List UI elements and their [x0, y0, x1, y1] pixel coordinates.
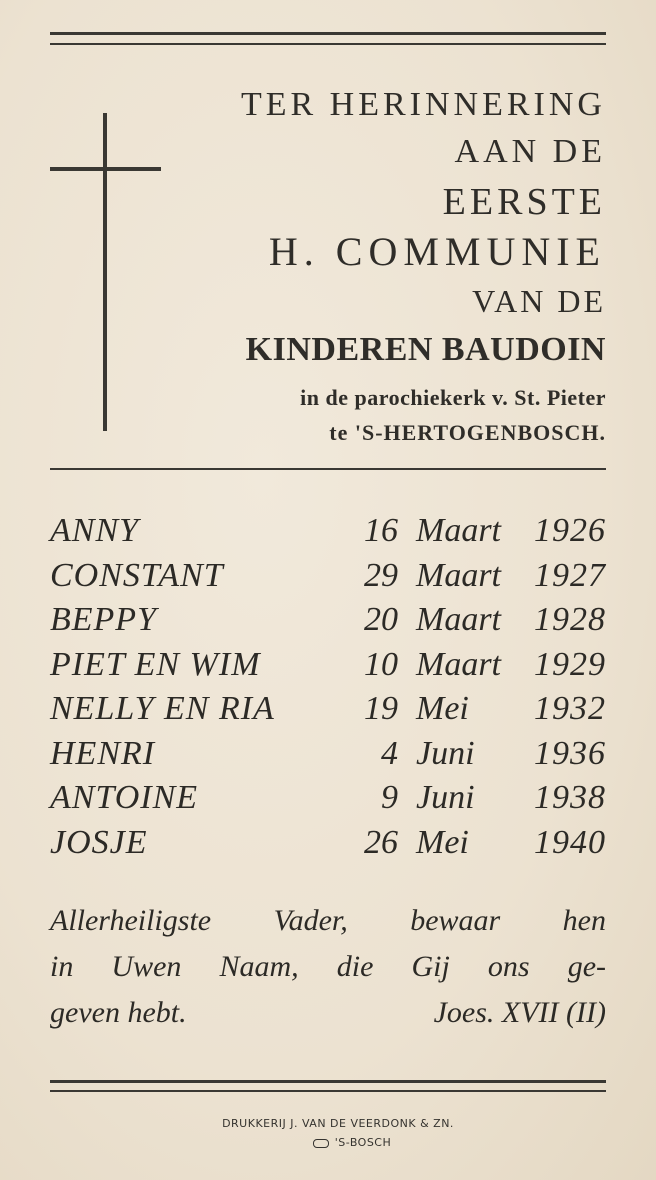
communion-day: 29 — [364, 556, 398, 594]
family-name: KINDEREN BAUDOIN — [245, 331, 606, 368]
verse-word: ge- — [567, 950, 606, 983]
child-name: ANNY — [50, 512, 140, 549]
bottom-rule-thin — [50, 1090, 606, 1092]
heading-line-5: VAN DE — [472, 283, 606, 319]
printer-city-text: 'S-BOSCH — [334, 1136, 392, 1149]
verse-word: Gij — [411, 950, 450, 983]
list-item — [50, 690, 606, 735]
communion-day: 20 — [364, 601, 398, 638]
list-item — [50, 601, 606, 646]
communion-month: Mei — [416, 823, 469, 861]
child-name: HENRI — [50, 734, 156, 772]
verse-text: geven hebt. — [50, 996, 187, 1029]
child-name: PIET EN WIM — [50, 645, 261, 683]
verse-word: die — [336, 950, 374, 983]
church-line: in de parochiekerk v. St. Pieter — [300, 385, 606, 410]
heading-line-4: H. COMMUNIE — [268, 229, 606, 274]
verse-line-3 — [50, 996, 606, 1030]
communion-year: 1936 — [534, 734, 606, 772]
communion-year: 1927 — [534, 556, 606, 594]
communion-month: Maart — [416, 512, 501, 549]
top-rule-thin — [50, 43, 606, 45]
communion-day: 9 — [381, 779, 398, 816]
child-name: BEPPY — [50, 601, 157, 638]
top-rule — [50, 32, 606, 35]
communion-year: 1929 — [534, 645, 606, 683]
communion-month: Maart — [416, 556, 501, 594]
communion-year: 1938 — [534, 779, 606, 816]
verse-word: ons — [487, 950, 530, 983]
heading-line-3: EERSTE — [442, 181, 606, 223]
verse-word: Uwen — [111, 950, 182, 983]
list-item — [50, 512, 606, 557]
list-item — [50, 557, 606, 602]
communion-day: 16 — [364, 512, 398, 549]
city-line: te 'S-HERTOGENBOSCH. — [329, 420, 606, 445]
communion-year: 1928 — [534, 601, 606, 638]
cross-icon-horizontal — [50, 167, 161, 171]
communion-month: Maart — [416, 601, 501, 638]
list-item — [50, 779, 606, 824]
heading-line-2: AAN DE — [454, 133, 606, 170]
verse-line-1 — [50, 904, 606, 938]
verse-reference: Joes. XVII (II) — [433, 996, 606, 1029]
printer-name: DRUKKERIJ J. VAN DE VEERDONK & ZN. — [222, 1117, 454, 1130]
bottom-rule — [50, 1080, 606, 1083]
printer-city — [24, 1136, 656, 1149]
communion-month: Juni — [416, 779, 475, 816]
communion-list — [50, 512, 606, 868]
verse-word: in — [50, 950, 74, 983]
child-name: NELLY EN RIA — [50, 690, 275, 727]
verse-word: Allerheiligste — [50, 904, 212, 937]
communion-year: 1926 — [534, 512, 606, 549]
heading-line-1: TER HERINNERING — [240, 86, 606, 123]
communion-month: Juni — [416, 734, 475, 772]
communion-day: 19 — [364, 690, 398, 727]
child-name: CONSTANT — [50, 556, 224, 594]
verse-word: bewaar — [410, 904, 501, 937]
list-item — [50, 646, 606, 691]
communion-month: Maart — [416, 645, 501, 683]
communion-month: Mei — [416, 690, 469, 727]
communion-day: 26 — [364, 823, 398, 861]
communion-day: 4 — [381, 734, 398, 772]
list-item — [50, 824, 606, 869]
child-name: JOSJE — [50, 823, 148, 861]
verse-line-2 — [50, 950, 606, 984]
cross-icon-vertical — [103, 113, 107, 431]
verse-word: hen — [562, 904, 606, 937]
printer-mark-icon — [313, 1139, 329, 1148]
verse-word: Vader, — [273, 904, 348, 937]
communion-day: 10 — [364, 645, 398, 683]
list-item — [50, 735, 606, 780]
child-name: ANTOINE — [50, 779, 199, 816]
middle-rule — [50, 468, 606, 470]
verse-word: Naam, — [219, 950, 299, 983]
communion-year: 1932 — [534, 690, 606, 727]
communion-year: 1940 — [534, 823, 606, 861]
